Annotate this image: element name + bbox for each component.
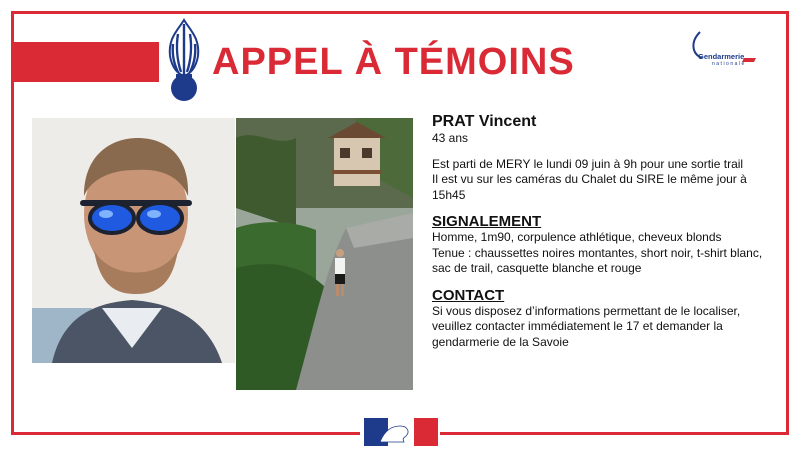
signalement-description: Homme, 1m90, corpulence athlétique, cheveux blonds	[432, 230, 722, 244]
camera-capture-photo	[236, 118, 413, 390]
page-title: APPEL À TÉMOINS	[212, 41, 575, 83]
gendarmerie-logo	[686, 28, 768, 80]
signalement-heading: SIGNALEMENT	[432, 213, 542, 230]
title-red-band	[14, 42, 159, 82]
person-name: PRAT Vincent	[432, 113, 537, 130]
departure-text: Est parti de MERY le lundi 09 juin à 9h pour une sortie trail	[432, 156, 744, 171]
signalement-tenue: Tenue : chaussettes noires montantes, short noir, t-shirt blanc, sac de trail, casquette blanche et rouge	[432, 245, 763, 275]
camera-sighting-text: Il est vu sur les caméras du Chalet du SIRE le même jour à 15h45	[432, 172, 747, 202]
person-age: 43 ans	[432, 131, 469, 145]
logo-subtext: nationale	[712, 61, 746, 67]
contact-text: Si vous disposez d’informations permettant de le localiser, veuillez contacter immédiatement le 17 et demander la gendarmerie de la Savoie	[432, 303, 741, 349]
grenade-flame-icon	[160, 16, 208, 102]
info-panel	[432, 112, 777, 350]
portrait-photo	[32, 118, 235, 363]
logo-text: Gendarmerie	[698, 52, 745, 61]
contact-heading: CONTACT	[432, 286, 505, 304]
republique-francaise-flag-icon	[364, 418, 438, 446]
